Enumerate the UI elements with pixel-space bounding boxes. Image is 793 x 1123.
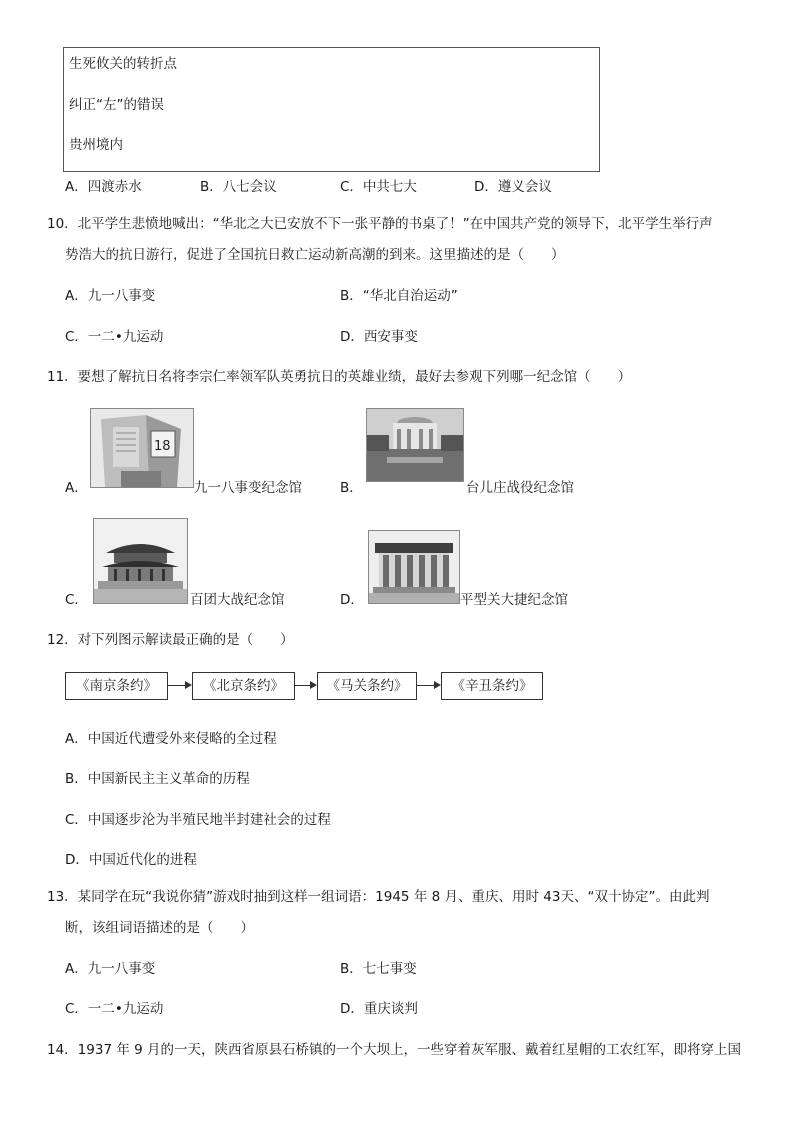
q12-option-b[interactable]: B．中国新民主主义革命的历程 <box>65 771 250 787</box>
q11-option-a-label[interactable]: 九一八事变纪念馆 <box>194 480 302 496</box>
q11-option-d-letter[interactable]: D． <box>340 592 364 608</box>
clue-box <box>63 47 600 172</box>
calendar-date-text: 18 <box>154 439 171 454</box>
flow-box-beijing: 《北京条约》 <box>192 672 295 700</box>
q13-option-a[interactable]: A．九一八事变 <box>65 961 156 977</box>
q10-stem-line1: 10．北平学生悲愤地喊出：“华北之大已安放不下一张平静的书桌了！”在中国共产党的领导下，北平学生举行声 <box>47 216 713 232</box>
q10-stem-line2: 势浩大的抗日游行，促进了全国抗日救亡运动新高潮的到来。这里描述的是（ ） <box>65 247 565 263</box>
flow-arrow <box>295 685 315 686</box>
q11-option-d-label[interactable]: 平型关大捷纪念馆 <box>460 592 568 608</box>
memorial-photo-918 <box>90 408 194 488</box>
q10-option-c[interactable]: C．一二•九运动 <box>65 329 164 345</box>
q13-option-c[interactable]: C．一二•九运动 <box>65 1001 164 1017</box>
q9-option-b[interactable]: B．八七会议 <box>200 179 277 195</box>
flow-box-xinchou: 《辛丑条约》 <box>441 672 543 700</box>
memorial-photo-taierzhuang <box>366 408 464 482</box>
q9-option-a[interactable]: A．四渡赤水 <box>65 179 142 195</box>
q14-stem-line1: 14．1937 年 9 月的一天，陕西省原县石桥镇的一个大坝上，一些穿着灰军服、戴着红星帽的工农红军，即将穿上国 <box>47 1042 741 1058</box>
memorial-photo-baituan <box>93 518 188 604</box>
clue-line: 纠正“左”的错误 <box>69 97 164 113</box>
clue-line: 贵州境内 <box>69 137 123 153</box>
flow-box-nanjing: 《南京条约》 <box>65 672 168 700</box>
q12-option-c[interactable]: C．中国逐步沦为半殖民地半封建社会的过程 <box>65 812 331 828</box>
memorial-photo-pingxingguan <box>368 530 460 604</box>
q9-option-c[interactable]: C．中共七大 <box>340 179 417 195</box>
flow-arrow <box>417 685 439 686</box>
q11-option-c-letter[interactable]: C． <box>65 592 88 608</box>
q11-stem: 11．要想了解抗日名将李宗仁率领军队英勇抗日的英雄业绩，最好去参观下列哪一纪念馆（ ） <box>47 369 632 385</box>
q10-option-d[interactable]: D．西安事变 <box>340 329 418 345</box>
clue-line: 生死攸关的转折点 <box>69 56 177 72</box>
q11-option-a-letter[interactable]: A． <box>65 480 88 496</box>
q10-option-a[interactable]: A．九一八事变 <box>65 288 156 304</box>
flow-box-maguan: 《马关条约》 <box>317 672 417 700</box>
q11-option-b-label[interactable]: 台儿庄战役纪念馆 <box>466 480 574 496</box>
q12-option-d[interactable]: D．中国近代化的进程 <box>65 852 197 868</box>
flow-arrow <box>168 685 190 686</box>
q10-option-b[interactable]: B．“华北自治运动” <box>340 288 458 304</box>
q9-option-d[interactable]: D．遵义会议 <box>474 179 552 195</box>
q12-option-a[interactable]: A．中国近代遭受外来侵略的全过程 <box>65 731 277 747</box>
q11-option-c-label[interactable]: 百团大战纪念馆 <box>190 592 285 608</box>
q13-option-b[interactable]: B．七七事变 <box>340 961 417 977</box>
q12-stem: 12．对下列图示解读最正确的是（ ） <box>47 632 294 648</box>
q11-option-b-letter[interactable]: B． <box>340 480 363 496</box>
q13-stem-line2: 断，该组词语描述的是（ ） <box>65 920 254 936</box>
q13-option-d[interactable]: D．重庆谈判 <box>340 1001 418 1017</box>
q13-stem-line1: 13．某同学在玩“我说你猜”游戏时抽到这样一组词语：1945 年 8 月、重庆、用时 43天、“双十协定”。由此判 <box>47 889 710 905</box>
